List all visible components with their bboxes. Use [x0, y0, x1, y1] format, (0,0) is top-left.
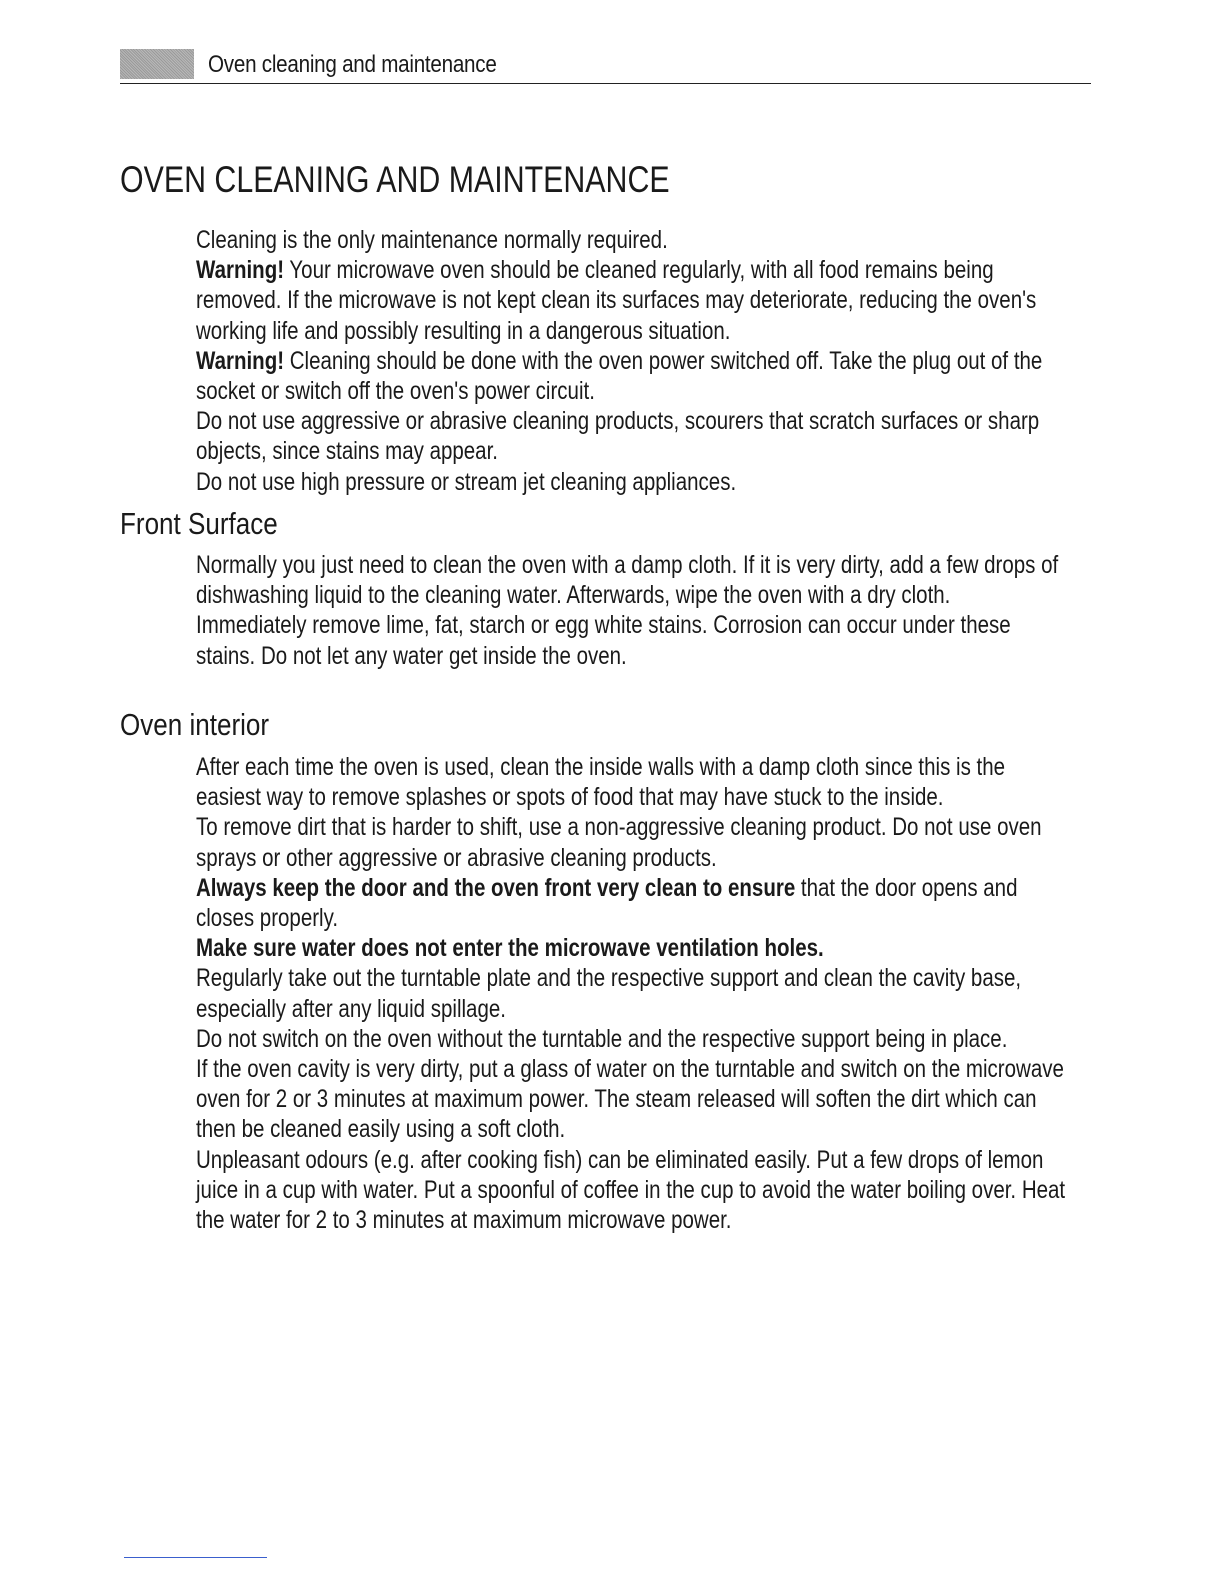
page-header [120, 47, 1091, 84]
body-text: that the door opens and closes properly. [196, 873, 1018, 933]
oven-interior-paragraph: After each time the oven is used, clean the inside walls with a damp cloth since this is the easiest way to remove splashes or spots of food that may have stuck to the inside. [196, 753, 1006, 812]
oven-interior-paragraph: To remove dirt that is harder to shift, use a non-aggressive cleaning product. Do not use oven sprays or other aggressive or abrasive cleaning products. [196, 813, 1042, 872]
oven-interior-section [196, 752, 1073, 1235]
front-surface-paragraph: Immediately remove lime, fat, starch or egg white stains. Corrosion can occur under these stains. Do not let any water get inside the oven. [196, 611, 1011, 670]
section-heading-front-surface: Front Surface [120, 506, 278, 541]
warning-paragraph [196, 346, 1073, 406]
emphasis-text: Make sure water does not enter the microwave ventilation holes. [196, 934, 824, 963]
front-surface-paragraph: Normally you just need to clean the oven with a damp cloth. If it is very dirty, add a few drops of dishwashing liquid to the cleaning water. Afterwards, wipe the oven with a dry cloth. [196, 551, 1059, 610]
page-title: OVEN CLEANING AND MAINTENANCE [120, 159, 670, 200]
oven-interior-paragraph [196, 933, 1073, 963]
oven-interior-paragraph [196, 873, 1073, 933]
header-color-block [120, 49, 194, 79]
intro-section [196, 225, 1073, 497]
footer-rule [124, 1557, 267, 1558]
oven-interior-paragraph: Regularly take out the turntable plate and the respective support and clean the cavity base, especially after any liquid spillage. [196, 964, 1022, 1023]
intro-paragraph: Cleaning is the only maintenance normally required. [196, 226, 668, 254]
intro-paragraph: Do not use aggressive or abrasive cleaning products, scourers that scratch surfaces or sharp objects, since stains may appear. [196, 407, 1040, 466]
warning-text: Your microwave oven should be cleaned regularly, with all food remains being removed. If the microwave is not kept clean its surfaces may deteriorate, reducing the oven's working life and possibly resulting in a dangerous situation. [196, 256, 1037, 345]
oven-interior-paragraph: Do not switch on the oven without the turntable and the respective support being in place. [196, 1024, 1008, 1053]
warning-label: Warning! [196, 346, 285, 375]
warning-paragraph [196, 255, 1073, 346]
oven-interior-paragraph: Unpleasant odours (e.g. after cooking fish) can be eliminated easily. Put a few drops of lemon juice in a cup with water. Put a spoonful of coffee in the cup to avoid the water boiling over. Heat the water for 2 to 3 minutes at maximum microwave power. [196, 1145, 1066, 1235]
warning-label: Warning! [196, 256, 285, 285]
header-title: Oven cleaning and maintenance [208, 51, 497, 78]
oven-interior-paragraph: If the oven cavity is very dirty, put a glass of water on the turntable and switch on the microwave oven for 2 or 3 minutes at maximum power. The steam released will soften the dirt which can then be cleaned easily using a soft cloth. [196, 1055, 1064, 1144]
front-surface-section [196, 550, 1073, 671]
warning-text: Cleaning should be done with the oven power switched off. Take the plug out of the socket or switch off the oven's power circuit. [196, 346, 1043, 406]
emphasis-text: Always keep the door and the oven front very clean to ensure [196, 873, 796, 902]
section-heading-oven-interior: Oven interior [120, 707, 270, 742]
intro-paragraph: Do not use high pressure or stream jet cleaning appliances. [196, 467, 737, 496]
